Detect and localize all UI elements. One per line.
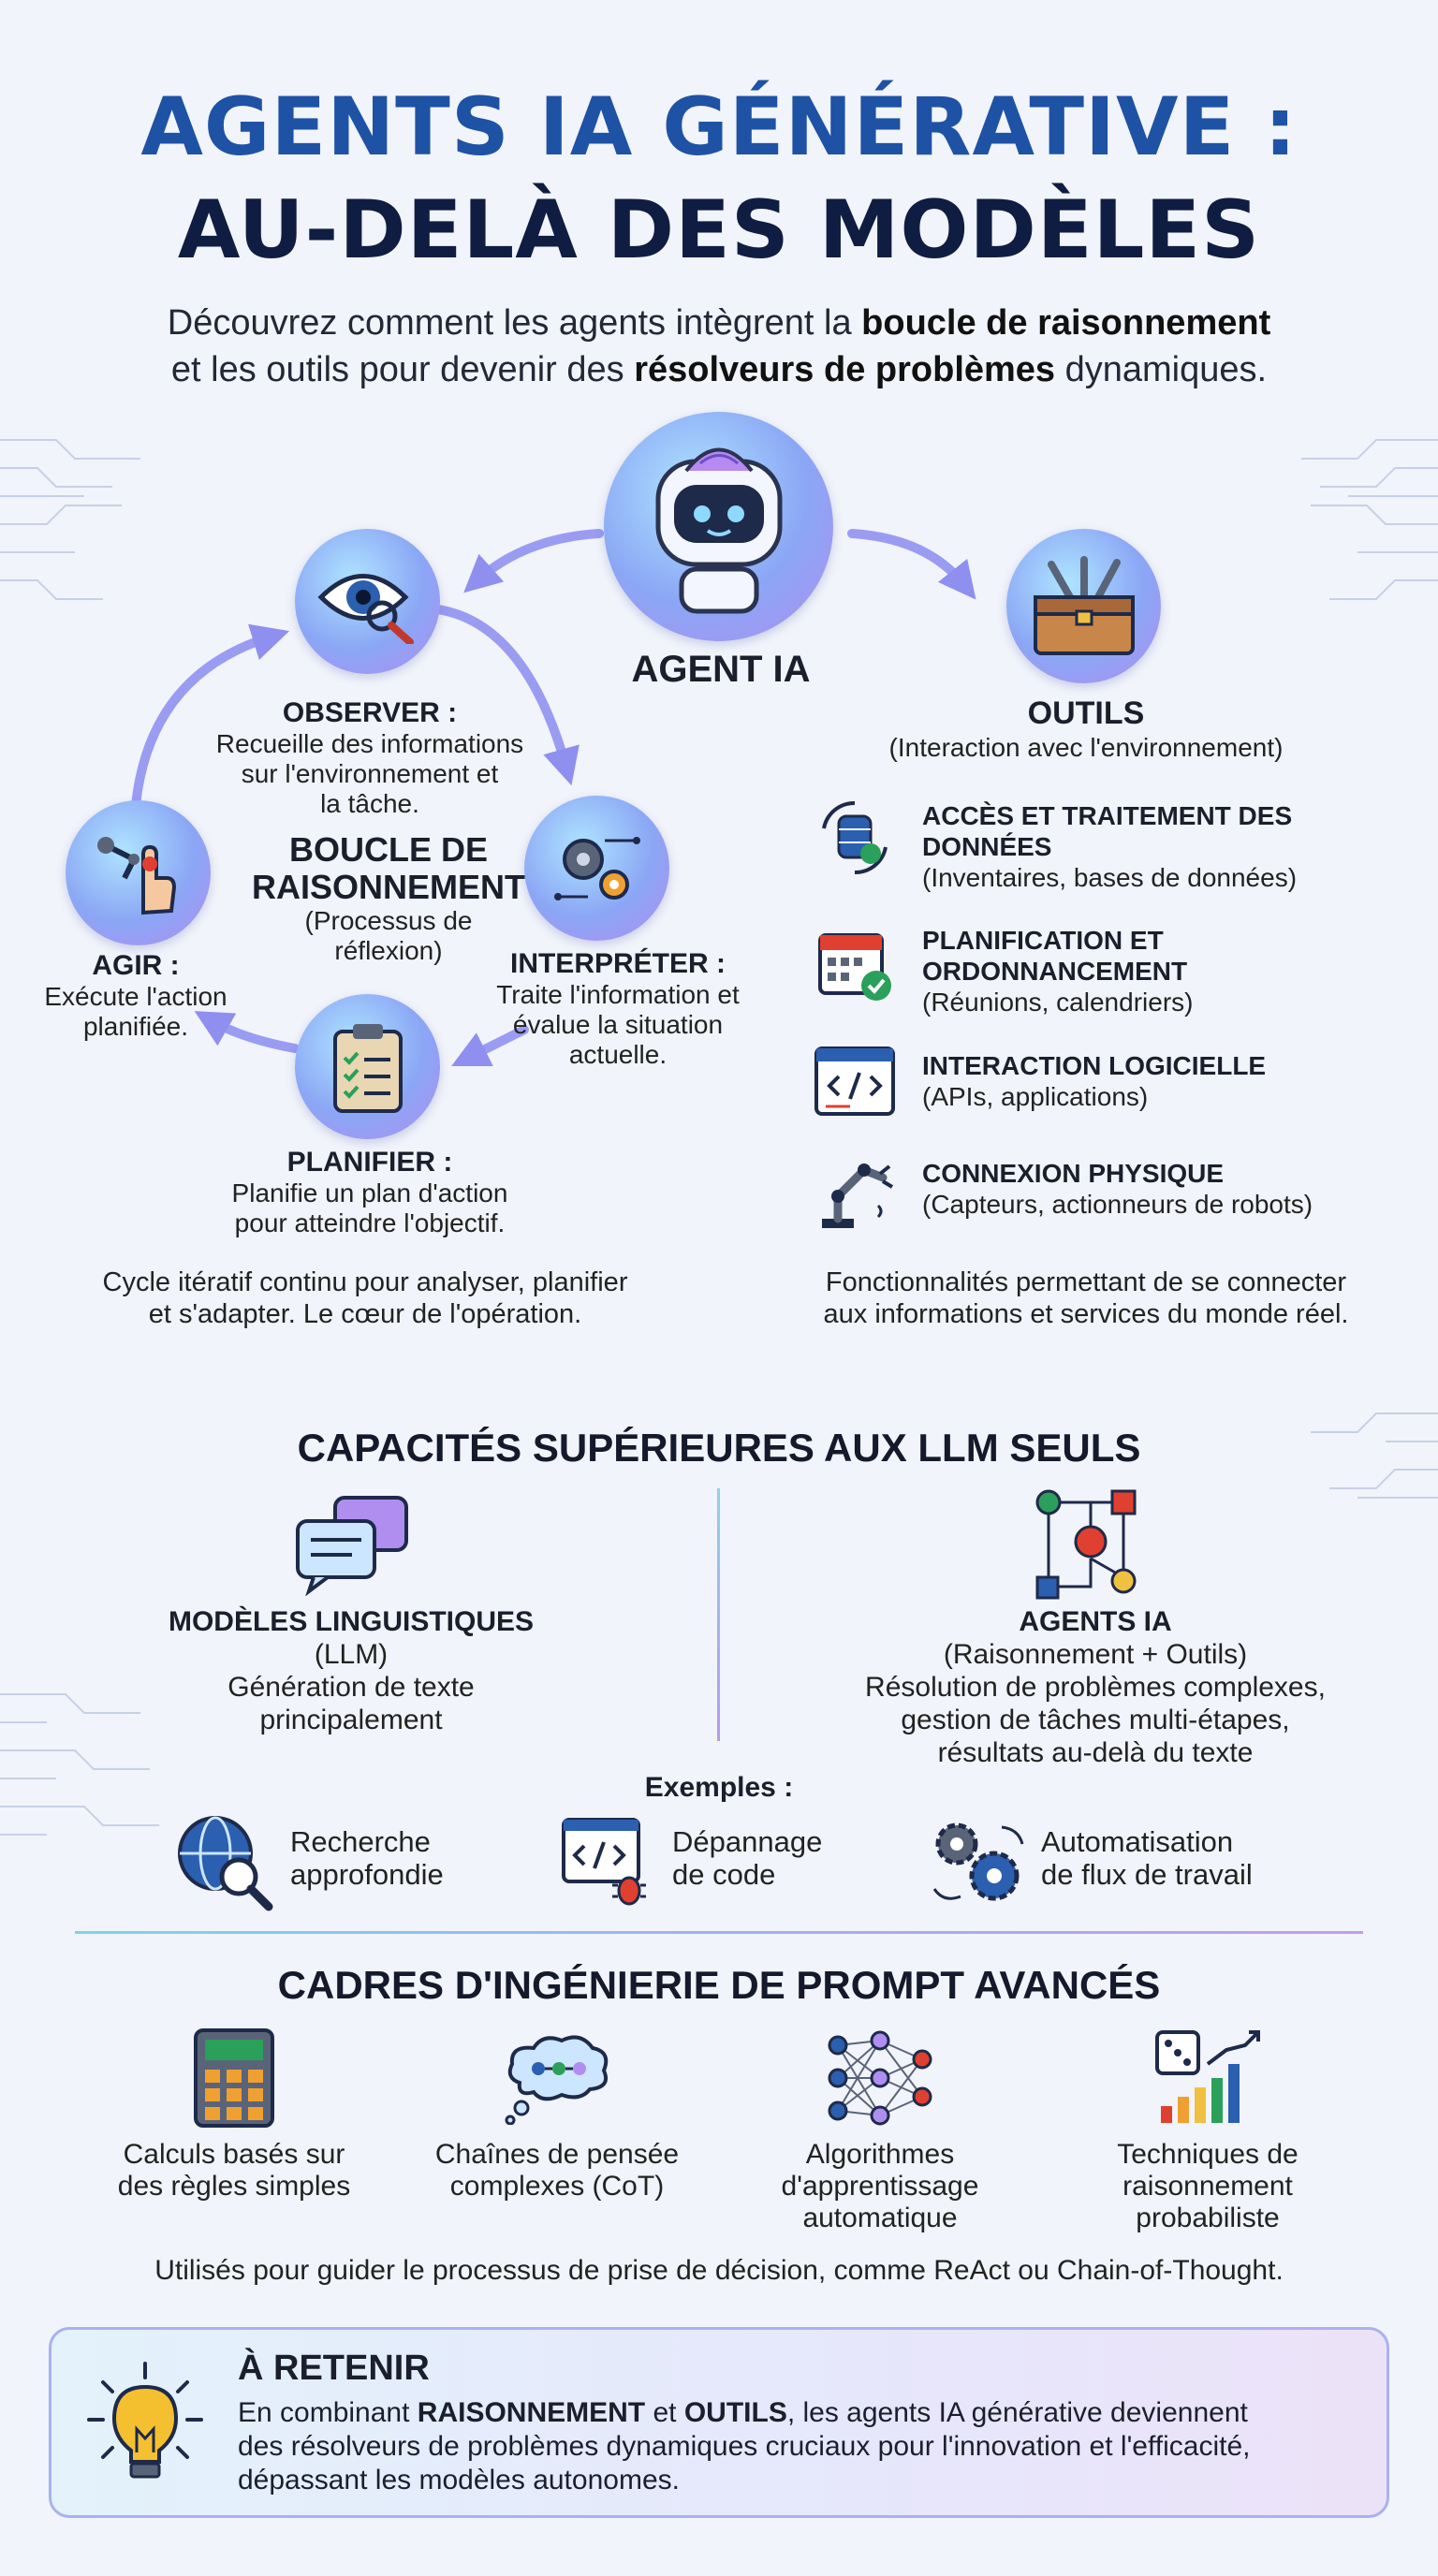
- agir-circle: [66, 800, 211, 945]
- takeaway-title: À RETENIR: [238, 2349, 430, 2388]
- framework-cot: Chaînes de pensée complexes (CoT): [434, 2139, 680, 2202]
- calendar-icon: [813, 922, 897, 1006]
- llm-column: MODÈLES LINGUISTIQUES (LLM) Génération de texte principalement: [168, 1606, 535, 1735]
- tools-caption: Fonctionnalités permettant de se connecter aux informations et services du monde réel.: [823, 1267, 1349, 1329]
- robot-arm-icon: [813, 1149, 897, 1234]
- eye-magnifier-icon: [316, 560, 419, 644]
- interpreter-circle: [524, 796, 669, 941]
- interpreter-text: INTERPRÉTER : Traite l'information et évalue la situation actuelle.: [496, 948, 740, 1069]
- tool-item-data: ACCÈS ET TRAITEMENT DES DONNÉES (Inventaires, bases de données): [922, 801, 1298, 892]
- capabilities-title: CAPACITÉS SUPÉRIEURES AUX LLM SEULS: [297, 1426, 1141, 1470]
- agents-column: AGENTS IA (Raisonnement + Outils) Résolution de problèmes complexes, gestion de tâches multi-étapes, résultats au-delà du texte: [865, 1606, 1326, 1768]
- tool-item-planning: PLANIFICATION ET ORDONNANCEMENT (Réunions, calendriers): [922, 926, 1194, 1017]
- loop-caption: Cycle itératif continu pour analyser, planifier et s'adapter. Le cœur de l'opération.: [102, 1267, 628, 1329]
- flowchart-icon: [1030, 1484, 1152, 1605]
- robot-hand-icon: [92, 827, 185, 920]
- tool-item-software: INTERACTION LOGICIELLE (APIs, applications): [922, 1051, 1267, 1111]
- agir-text: AGIR : Exécute l'action planifiée.: [44, 950, 227, 1041]
- arrow-agent-to-tools: [852, 534, 964, 585]
- dice-chart-icon: [1152, 2027, 1264, 2130]
- takeaway-text: En combinant RAISONNEMENT et OUTILS, les agents IA générative deviennent des résolveurs de problèmes dynamiques cruciaux pour l'innovation et l'efficacité, dépassant les modèles autonomes.: [238, 2397, 1251, 2496]
- code-window-icon: [813, 1039, 897, 1123]
- clipboard-icon: [330, 1020, 405, 1114]
- observer-circle: [295, 529, 440, 674]
- frameworks-title: CADRES D'INGÉNIERIE DE PROMPT AVANCÉS: [277, 1963, 1161, 2007]
- framework-ml: Algorithmes d'apprentissage automatique: [781, 2139, 979, 2233]
- planifier-circle: [295, 994, 440, 1139]
- code-bug-icon: [560, 1814, 653, 1908]
- agent-label: AGENT IA: [631, 649, 811, 690]
- page-title-line1: AGENTS IA GÉNÉRATIVE :: [140, 80, 1298, 174]
- chat-bubbles-icon: [290, 1493, 412, 1596]
- robot-icon: [635, 433, 803, 621]
- tools-header: OUTILS (Interaction avec l'environnement): [888, 695, 1284, 762]
- examples-label: Exemples :: [644, 1772, 794, 1803]
- agent-robot-circle: [604, 412, 833, 641]
- page-subtitle: Découvrez comment les agents intègrent la boucle de raisonnement et les outils pour devenir des résolveurs de problèmes dynamiques.: [167, 303, 1271, 389]
- example-research: Recherche approfondie: [290, 1825, 444, 1891]
- thought-bubble-icon: [501, 2031, 613, 2125]
- example-debugging: Dépannage de code: [672, 1825, 823, 1891]
- arrow-agent-to-loop: [477, 534, 599, 580]
- neural-network-icon: [824, 2027, 936, 2130]
- capabilities-divider: [717, 1488, 720, 1741]
- page-title-line2: AU-DELÀ DES MODÈLES: [177, 183, 1261, 277]
- framework-probabilistic: Techniques de raisonnement probabiliste: [1117, 2139, 1299, 2233]
- loop-center-text: BOUCLE DE RAISONNEMENT (Processus de réflexion): [251, 830, 525, 965]
- tool-item-physical: CONNEXION PHYSIQUE (Capteurs, actionneurs de robots): [922, 1159, 1313, 1219]
- frameworks-caption: Utilisés pour guider le processus de prise de décision, comme ReAct ou Chain-of-Thought.: [154, 2255, 1284, 2286]
- lightbulb-icon: [84, 2359, 206, 2490]
- section-divider: [75, 1931, 1363, 1934]
- framework-rules: Calculs basés sur des règles simples: [117, 2139, 351, 2202]
- gears-icon: [927, 1814, 1030, 1908]
- database-icon: [813, 796, 897, 880]
- calculator-icon: [192, 2027, 276, 2130]
- toolbox-icon: [1028, 555, 1140, 658]
- tools-circle: [1006, 529, 1161, 683]
- observer-text: OBSERVER : Recueille des informations sur l'environnement et la tâche.: [215, 697, 524, 818]
- gears-network-icon: [550, 827, 644, 911]
- example-automation: Automatisation de flux de travail: [1041, 1825, 1253, 1891]
- planifier-text: PLANIFIER : Planifie un plan d'action pour atteindre l'objectif.: [231, 1147, 508, 1237]
- globe-search-icon: [173, 1811, 276, 1914]
